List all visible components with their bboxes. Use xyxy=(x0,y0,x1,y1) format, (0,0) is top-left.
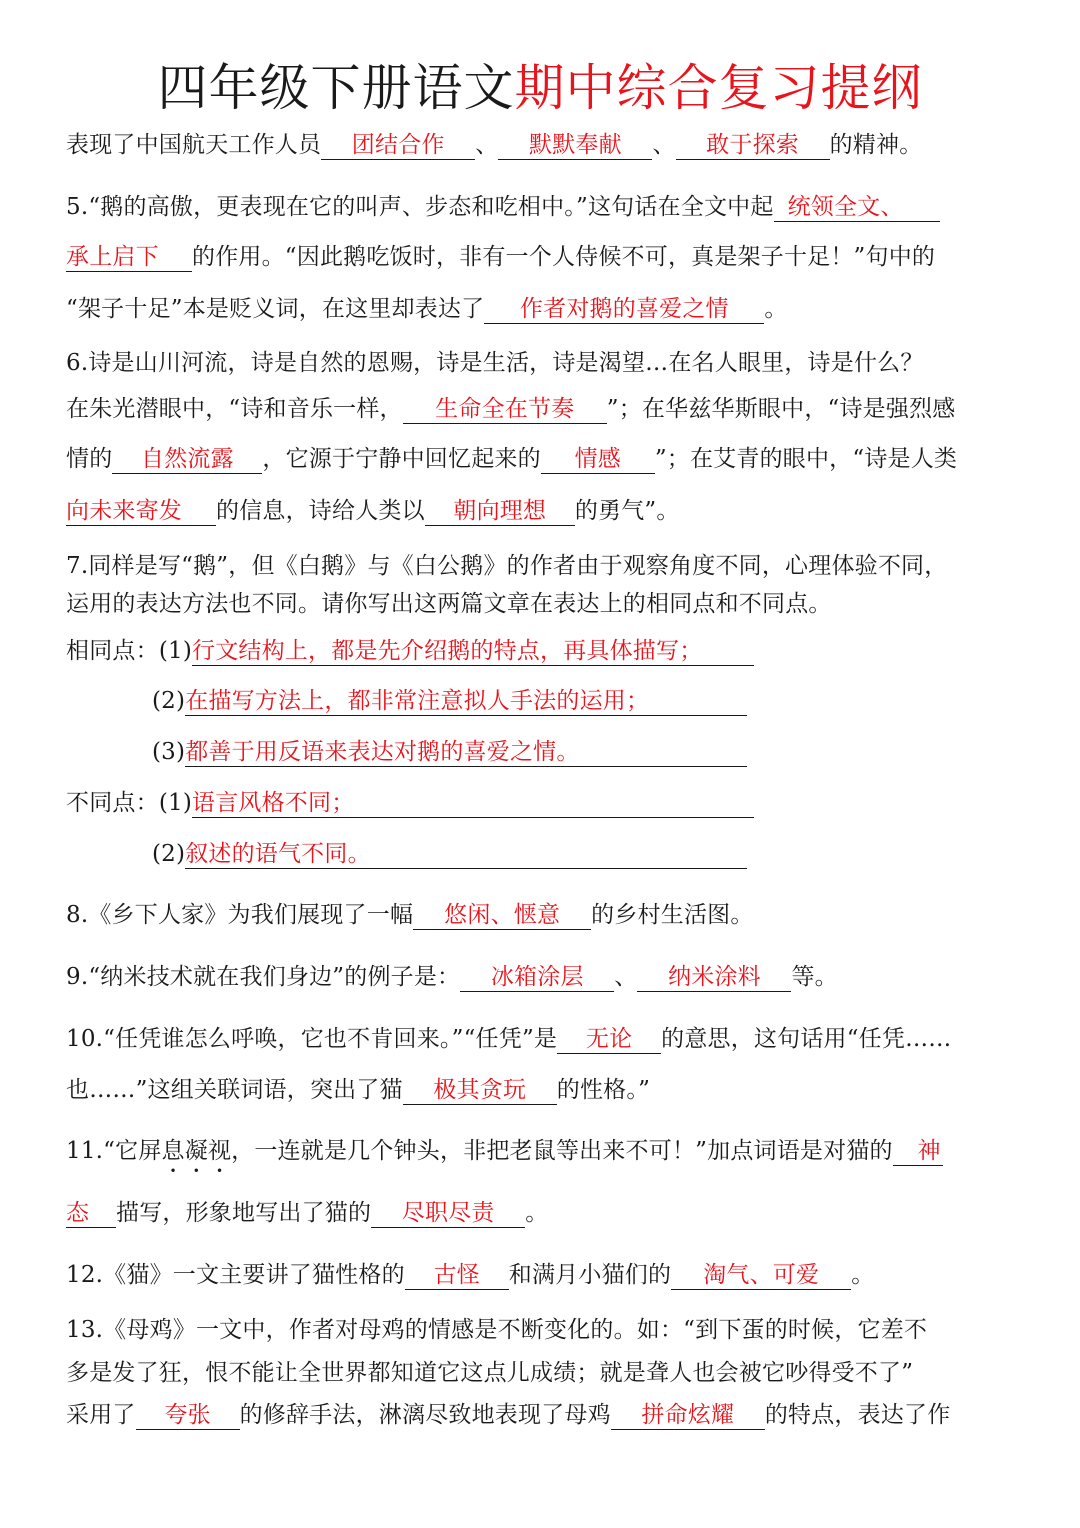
q4-answer-2[interactable]: 默默奉献 xyxy=(498,131,652,160)
q10-text: 10.“任凭谁怎么呼唤，它也不肯回来。”“任凭”是 xyxy=(66,1026,558,1052)
q7-num: (2) xyxy=(152,688,186,714)
q5-answer-2[interactable]: 作者对鹅的喜爱之情 xyxy=(484,295,764,324)
q7-num: (3) xyxy=(152,739,186,765)
q9-answer-1[interactable]: 冰箱涂层 xyxy=(460,963,614,992)
q7-diff-answer-2[interactable]: 叙述的语气不同。 xyxy=(185,840,747,869)
q9-text: 9.“纳米技术就在我们身边”的例子是： xyxy=(66,964,461,990)
q6-text: ，它源于宁静中回忆起来的 xyxy=(262,446,541,472)
q7-same-answer-3[interactable]: 都善于用反语来表达对鹅的喜爱之情。 xyxy=(185,738,747,767)
q4-text: 、 xyxy=(475,132,499,158)
q5-text: 的作用。“因此鹅吃饭时，非有一个人侍候不可，真是架子十足！”句中的 xyxy=(192,244,936,270)
q9-answer-2[interactable]: 纳米涂料 xyxy=(637,963,791,992)
q5-text: 。 xyxy=(764,296,788,322)
q10-text: 的意思，这句话用“任凭…… xyxy=(661,1026,952,1052)
q10-text: 的性格。” xyxy=(556,1077,651,1103)
q6-line-4 xyxy=(66,496,680,526)
q7-diff-label: 不同点： xyxy=(66,790,159,816)
q5-line-3 xyxy=(66,294,788,324)
q10-text: 也……”这组关联词语，突出了猫 xyxy=(66,1077,403,1103)
q7-same-answer-2[interactable]: 在描写方法上，都非常注意拟人手法的运用； xyxy=(185,687,747,716)
q4-line xyxy=(66,130,922,160)
q5-answer-1b[interactable]: 承上启下 xyxy=(66,243,192,272)
q12-text: 12.《猫》一文主要讲了猫性格的 xyxy=(66,1262,405,1288)
q13-text: 的修辞手法，淋漓尽致地表现了母鸡 xyxy=(239,1402,611,1428)
q6-answer-4[interactable]: 向未来寄发 xyxy=(66,497,216,526)
q6-line-1 xyxy=(66,348,924,378)
q13-line-3 xyxy=(66,1400,950,1430)
title-black: 四年级下册语文 xyxy=(157,59,515,117)
q5-line-1 xyxy=(66,192,940,222)
q4-text: 表现了中国航天工作人员 xyxy=(66,132,322,158)
q11-dotted-words: 息凝视 xyxy=(161,1138,232,1164)
q6-line-3 xyxy=(66,444,957,474)
q8-text: 的乡村生活图。 xyxy=(591,902,754,928)
q10-line-1 xyxy=(66,1024,951,1054)
q5-line-2 xyxy=(66,242,935,272)
q11-answer-2[interactable]: 尽职尽责 xyxy=(371,1199,525,1228)
q4-text: 的精神。 xyxy=(829,132,923,158)
q7-diff-2 xyxy=(152,839,747,869)
q7-text: 7.同样是写“鹅”，但《白鹅》与《白公鹅》的作者由于观察角度不同，心理体验不同， xyxy=(66,553,948,579)
q6-answer-1[interactable]: 生命全在节奏 xyxy=(403,395,607,424)
q6-line-2 xyxy=(66,394,955,424)
q13-line-1 xyxy=(66,1315,927,1345)
q8-text: 8.《乡下人家》为我们展现了一幅 xyxy=(66,902,414,928)
q8-line xyxy=(66,900,754,930)
q7-line-2 xyxy=(66,589,832,619)
q7-line-1 xyxy=(66,551,947,581)
q12-text: 。 xyxy=(851,1262,875,1288)
q5-text: “架子十足”本是贬义词，在这里却表达了 xyxy=(66,296,485,322)
q12-answer-2[interactable]: 淘气、可爱 xyxy=(671,1261,851,1290)
q9-line xyxy=(66,962,838,992)
q6-answer-5[interactable]: 朝向理想 xyxy=(425,497,575,526)
q8-answer-1[interactable]: 悠闲、惬意 xyxy=(413,901,591,930)
q11-answer-1b[interactable]: 态 xyxy=(66,1199,116,1228)
q11-text: 。 xyxy=(525,1200,549,1226)
q6-text: 的勇气”。 xyxy=(574,498,680,524)
q10-answer-2[interactable]: 极其贪玩 xyxy=(403,1076,557,1105)
q4-answer-1[interactable]: 团结合作 xyxy=(321,131,475,160)
q10-answer-1[interactable]: 无论 xyxy=(557,1025,661,1054)
q7-same-1 xyxy=(66,636,754,666)
q12-line xyxy=(66,1260,874,1290)
q13-line-2 xyxy=(66,1358,913,1388)
q11-answer-1a[interactable]: 神 xyxy=(893,1137,943,1166)
q6-answer-3[interactable]: 情感 xyxy=(541,445,655,474)
q6-text: ”；在艾青的眼中，“诗是人类 xyxy=(654,446,958,472)
q7-diff-1 xyxy=(66,788,754,818)
q6-text: 6.诗是山川河流，诗是自然的恩赐，诗是生活，诗是渴望…在名人眼里，诗是什么？ xyxy=(66,350,924,376)
q9-text: 、 xyxy=(614,964,638,990)
q11-line-2 xyxy=(66,1198,548,1228)
q11-text: 11.“它屏 xyxy=(66,1138,162,1164)
q5-text: 5.“鹅的高傲，更表现在它的叫声、步态和吃相中。”这句话在全文中起 xyxy=(66,194,774,220)
q13-text: 多是发了狂，恨不能让全世界都知道它这点儿成绩；就是聋人也会被它吵得受不了” xyxy=(66,1360,914,1386)
q11-line-1 xyxy=(66,1136,943,1178)
q7-num: (2) xyxy=(152,841,186,867)
q10-line-2 xyxy=(66,1075,650,1105)
q6-answer-2[interactable]: 自然流露 xyxy=(112,445,262,474)
q12-answer-1[interactable]: 古怪 xyxy=(405,1261,509,1290)
q11-text: ，一连就是几个钟头，非把老鼠等出来不可！”加点词语是对猫的 xyxy=(231,1138,893,1164)
q6-text: ”；在华兹华斯眼中，“诗是强烈感 xyxy=(606,396,956,422)
q7-num: (1) xyxy=(158,638,192,664)
q13-answer-2[interactable]: 拼命炫耀 xyxy=(611,1401,765,1430)
title-red: 期中综合复习提纲 xyxy=(514,59,923,117)
q12-text: 和满月小猫们的 xyxy=(508,1262,672,1288)
q13-text: 的特点，表达了作 xyxy=(764,1402,951,1428)
q13-answer-1[interactable]: 夸张 xyxy=(136,1401,240,1430)
q4-answer-3[interactable]: 敢于探索 xyxy=(676,131,830,160)
q7-diff-answer-1[interactable]: 语言风格不同； xyxy=(192,789,754,818)
q7-text: 运用的表达方法也不同。请你写出这两篇文章在表达上的相同点和不同点。 xyxy=(66,591,832,617)
q11-text: 描写，形象地写出了猫的 xyxy=(116,1200,372,1226)
q5-answer-1a[interactable]: 统领全文、 xyxy=(774,193,940,222)
q7-num: (1) xyxy=(158,790,192,816)
q9-text: 等。 xyxy=(791,964,838,990)
q13-text: 13.《母鸡》一文中，作者对母鸡的情感是不断变化的。如：“到下蛋的时候，它差不 xyxy=(66,1317,928,1343)
q4-text: 、 xyxy=(652,132,676,158)
q7-same-3 xyxy=(152,737,747,767)
q13-text: 采用了 xyxy=(66,1402,136,1428)
q7-same-answer-1[interactable]: 行文结构上，都是先介绍鹅的特点，再具体描写； xyxy=(192,637,754,666)
q7-same-2 xyxy=(152,686,747,716)
q6-text: 情的 xyxy=(66,446,113,472)
q7-same-label: 相同点： xyxy=(66,638,159,664)
q6-text: 在朱光潜眼中，“诗和音乐一样， xyxy=(66,396,403,422)
q6-text: 的信息，诗给人类以 xyxy=(216,498,425,524)
page-title xyxy=(0,58,1080,118)
